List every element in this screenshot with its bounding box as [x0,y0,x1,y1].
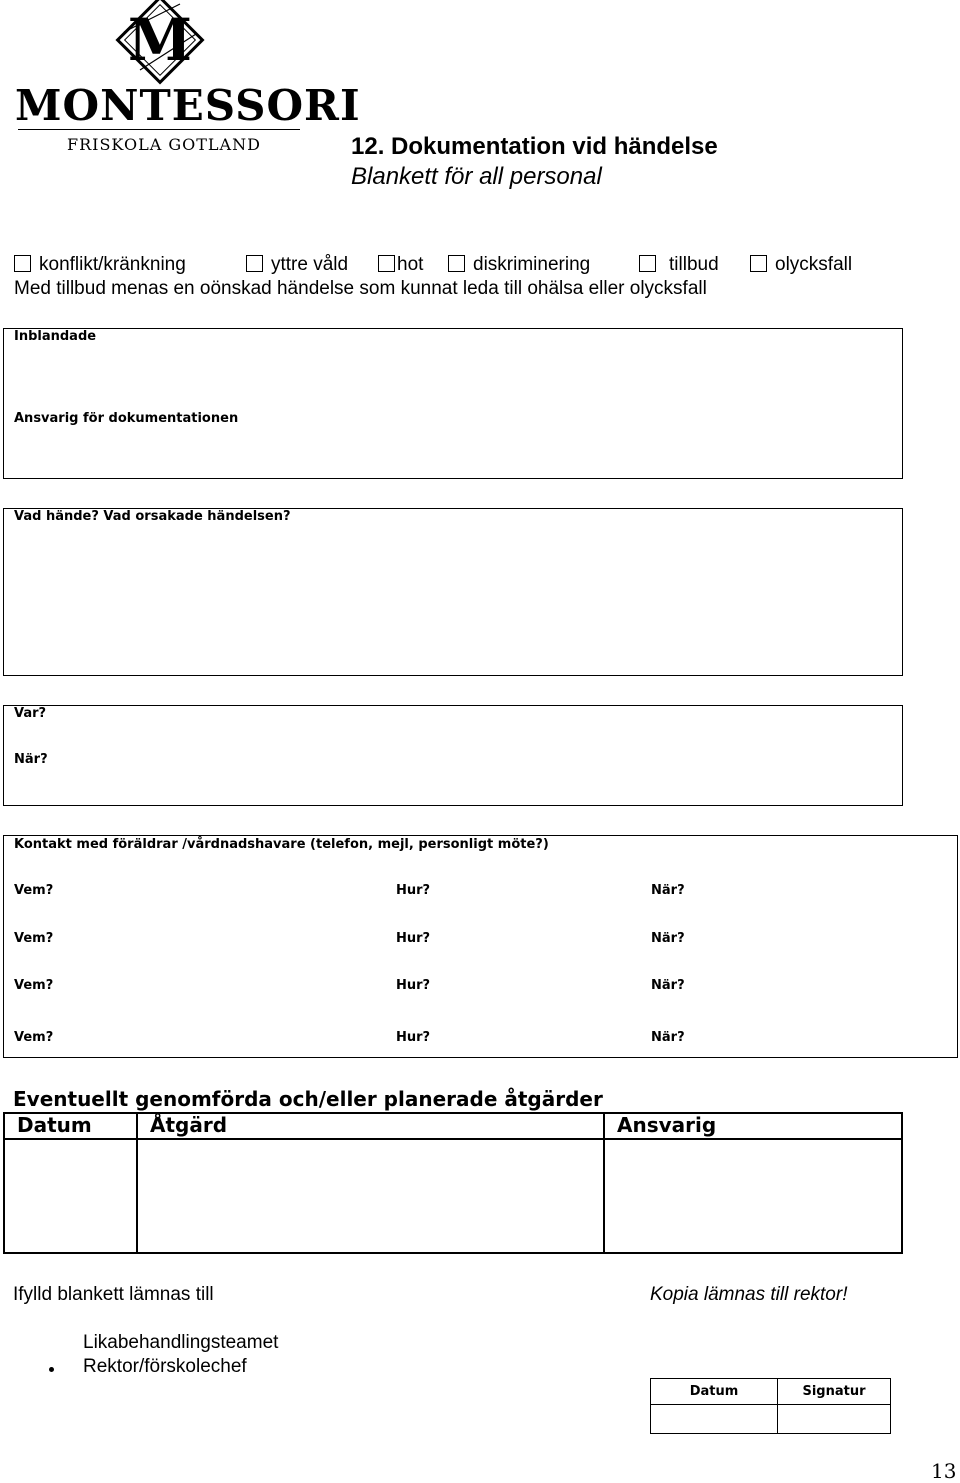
column-action: Åtgärd [137,1113,604,1139]
contact-who-label: Vem? [14,1030,54,1045]
actions-input-row[interactable] [4,1139,902,1253]
page-title: 12. Dokumentation vid händelse [351,133,718,160]
parent-contact-box[interactable] [3,835,958,1058]
contact-how-label: Hur? [396,978,431,993]
sign-signature-cell[interactable] [778,1405,891,1434]
checkbox-olycksfall[interactable] [750,254,852,276]
what-happened-box[interactable] [3,508,903,676]
incident-type-row [14,254,914,278]
involved-box[interactable] [3,328,903,479]
checkbox-icon[interactable] [14,255,31,272]
sign-date-cell[interactable] [651,1405,778,1434]
checkbox-icon[interactable] [639,255,656,272]
page-subtitle: Blankett för all personal [351,163,602,190]
responsible-label: Ansvarig för dokumentationen [14,411,239,426]
involved-label: Inblandade [14,329,97,344]
checkbox-label: olycksfall [775,254,853,275]
logo-subtitle: FRISKOLA GOTLAND [67,135,261,154]
contact-when-label: När? [651,931,685,946]
actions-header-row [4,1113,902,1139]
contact-when-label: När? [651,1030,685,1045]
where-label: Var? [14,706,47,721]
page-number: 13 [931,1459,957,1483]
checkbox-label: tillbud [669,254,719,275]
checkbox-icon[interactable] [448,255,465,272]
where-when-box[interactable] [3,705,903,806]
checkbox-icon[interactable] [378,255,395,272]
parent-contact-heading: Kontakt med föräldrar /vårdnadshavare (telefon, mejl, personligt möte?) [14,837,549,852]
when-label: När? [14,752,48,767]
date-cell[interactable] [4,1139,137,1253]
recipient-item: Likabehandlingsteamet [83,1332,279,1353]
contact-when-label: När? [651,883,685,898]
checkbox-icon[interactable] [246,255,263,272]
actions-table [3,1112,903,1254]
contact-how-label: Hur? [396,1030,431,1045]
checkbox-icon[interactable] [750,255,767,272]
actions-heading: Eventuellt genomförda och/eller planerade åtgärder [13,1087,603,1111]
contact-who-label: Vem? [14,931,54,946]
tillbud-note: Med tillbud menas en oönskad händelse som kunnat leda till ohälsa eller olycksfall [14,278,707,299]
sign-date-header: Datum [651,1379,778,1405]
checkbox-tillbud[interactable] [639,254,719,276]
logo-monogram: M [127,6,193,74]
contact-who-label: Vem? [14,883,54,898]
checkbox-yttre-vald[interactable] [246,254,348,276]
responsible-cell[interactable] [604,1139,902,1253]
checkbox-label: yttre våld [271,254,349,275]
recipient-item: Rektor/förskolechef [83,1356,247,1377]
copy-to-rector-text: Kopia lämnas till rektor! [650,1284,848,1305]
column-responsible: Ansvarig [604,1113,902,1139]
column-date: Datum [4,1113,137,1139]
checkbox-label: diskriminering [473,254,591,275]
logo [15,0,361,160]
signature-table [650,1378,891,1434]
submit-to-text: Ifylld blankett lämnas till [13,1284,214,1305]
contact-who-label: Vem? [14,978,54,993]
contact-how-label: Hur? [396,883,431,898]
checkbox-label: hot [397,254,424,275]
checkbox-label: konflikt/kränkning [39,254,186,275]
bullet-icon [49,1367,54,1372]
checkbox-konflikt[interactable] [14,254,186,276]
contact-when-label: När? [651,978,685,993]
checkbox-diskriminering[interactable] [448,254,590,276]
checkbox-hot[interactable] [378,254,423,276]
sign-signature-header: Signatur [778,1379,891,1405]
logo-name: MONTESSORI [15,81,361,130]
what-happened-label: Vad hände? Vad orsakade händelsen? [14,509,291,524]
action-cell[interactable] [137,1139,604,1253]
contact-how-label: Hur? [396,931,431,946]
